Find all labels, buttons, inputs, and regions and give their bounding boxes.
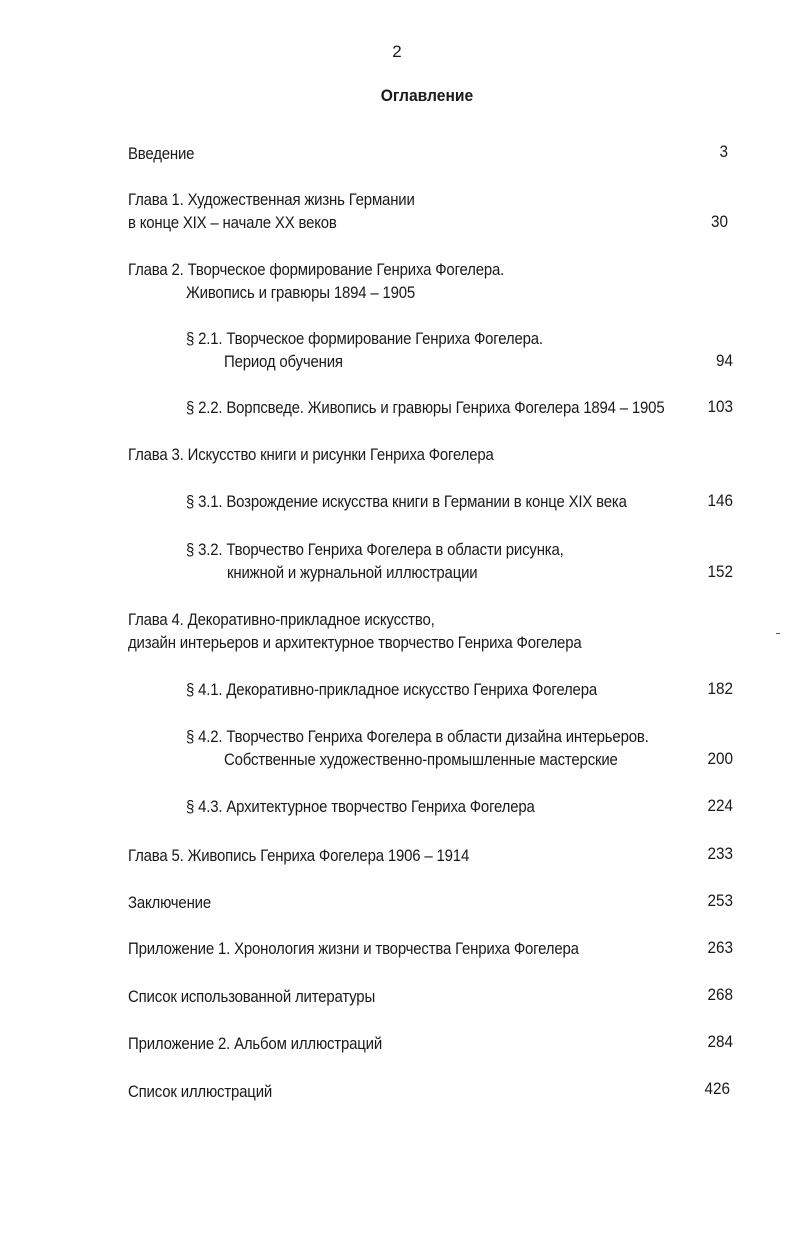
toc-entry-chapter-1: Глава 1. Художественная жизнь Германии [128,190,415,209]
page-number: 2 [392,42,402,61]
toc-entry-section-4-2: § 4.2. Творчество Генриха Фогелера в области дизайна интерьеров. [186,727,649,746]
toc-entry-chapter-2-line-2: Живопись и гравюры 1894 – 1905 [186,283,416,302]
toc-page-number: 268 [707,985,733,1004]
toc-page-number: 233 [707,844,733,863]
toc-page-number: 253 [707,891,733,910]
toc-entry-introduction: Введение [128,144,195,163]
toc-entry-bibliography: Список использованной литературы [128,987,376,1006]
toc-entry-conclusion: Заключение [128,893,211,912]
scan-speck [776,633,780,634]
toc-page-number: 284 [707,1032,733,1051]
toc-page-number: 200 [707,749,733,768]
toc-entry-chapter-4-line-2: дизайн интерьеров и архитектурное творчество Генриха Фогелера [128,633,582,652]
toc-entry-section-4-1: § 4.1. Декоративно-прикладное искусство Генриха Фогелера [186,680,597,699]
toc-entry-chapter-5: Глава 5. Живопись Генриха Фогелера 1906 – 1914 [128,846,470,865]
toc-page-number: 263 [707,938,733,957]
toc-page-number: 426 [704,1079,730,1098]
toc-entry-section-3-2: § 3.2. Творчество Генриха Фогелера в области рисунка, [186,540,564,559]
toc-entry-illustrations-list: Список иллюстраций [128,1082,273,1101]
toc-entry-section-2-2: § 2.2. Ворпсведе. Живопись и гравюры Генриха Фогелера 1894 – 1905 [186,398,665,417]
toc-page-number: 182 [707,679,733,698]
toc-page-number: 103 [707,397,733,416]
toc-page-number: 94 [715,351,733,370]
toc-entry-section-2-1-line-2: Период обучения [224,352,343,371]
toc-entry-section-3-2-line-2: книжной и журнальной иллюстрации [227,563,478,582]
toc-entry-section-4-3: § 4.3. Архитектурное творчество Генриха Фогелера [186,797,535,816]
toc-entry-chapter-3: Глава 3. Искусство книги и рисунки Генриха Фогелера [128,445,494,464]
toc-entry-section-2-1: § 2.1. Творческое формирование Генриха Фогелера. [186,329,543,348]
toc-page-number: 146 [707,491,733,510]
toc-entry-chapter-4: Глава 4. Декоративно-прикладное искусство, [128,610,435,629]
toc-page-number: 3 [719,142,728,161]
toc-page-number: 30 [710,212,728,231]
toc-entry-section-4-2-line-2: Собственные художественно-промышленные мастерские [224,750,618,769]
toc-entry-chapter-2: Глава 2. Творческое формирование Генриха Фогелера. [128,260,505,279]
toc-entry-appendix-1: Приложение 1. Хронология жизни и творчества Генриха Фогелера [128,939,579,958]
toc-title: Оглавление [380,86,474,105]
toc-entry-section-3-1: § 3.1. Возрождение искусства книги в Германии в конце XIX века [186,492,627,511]
toc-entry-appendix-2: Приложение 2. Альбом иллюстраций [128,1034,383,1053]
toc-page-number: 224 [707,796,733,815]
toc-page-number: 152 [707,562,733,581]
toc-entry-chapter-1-line-2: в конце XIX – начале XX веков [128,213,337,232]
